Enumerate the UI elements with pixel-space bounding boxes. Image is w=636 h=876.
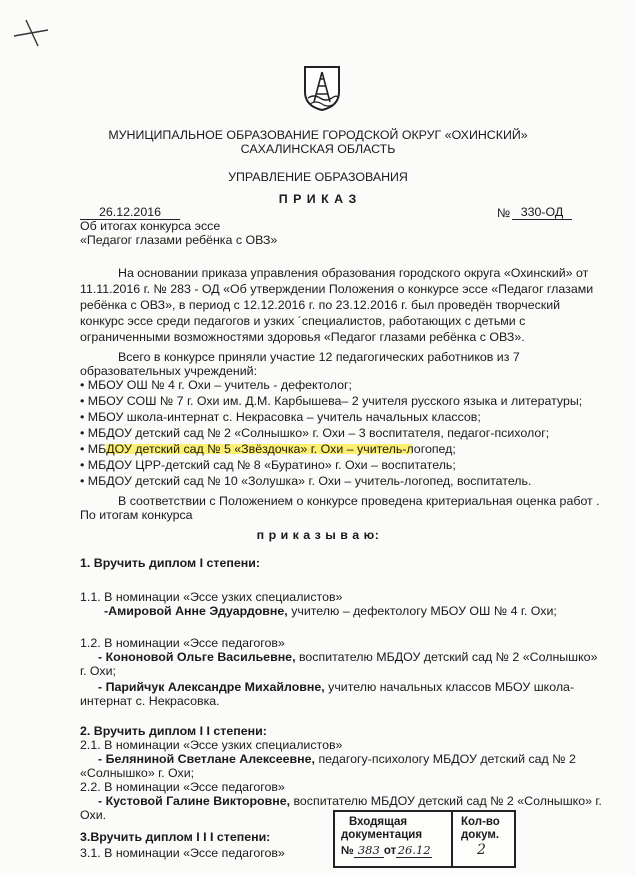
diploma-2-winner-1-cont: «Солнышко» г. Охи; <box>80 766 195 780</box>
diploma-2-winner-2: - Кустовой Галине Викторовне, воспитателю МБДОУ детский сад № 2 «Солнышко» г. <box>98 794 602 808</box>
subject-line-2: «Педагог глазами ребёнка с ОВЗ» <box>80 233 278 247</box>
bullet-icon: • <box>80 378 88 392</box>
bullet-icon: • <box>80 474 88 488</box>
diploma-2-nomination-2: 2.2. В номинации «Эссе педагогов» <box>80 780 285 794</box>
participation-line-1: Всего в конкурсе приняли участие 12 педагогических работников из 7 <box>118 350 520 364</box>
list-item-highlighted: • МБДОУ детский сад № 10 «Золушка» г. Охи – учитель-логопед, воспитатель. <box>80 474 532 488</box>
intro-line-4: конкурс эссе среди педагогов и узких ´специалистов, работающих с детьми с <box>80 314 526 328</box>
conclusion-line-1: В соответствии с Положением о конкурсе проведена критериальная оценка работ . <box>118 494 600 508</box>
count-label-1: Кол-во <box>461 816 500 828</box>
count-label-2: докум. <box>461 829 500 841</box>
bullet-icon: • <box>80 410 88 424</box>
diploma-3-nomination-1: 3.1. В номинации «Эссе педагогов» <box>80 846 285 860</box>
diploma-1-winner-1: -Амировой Анне Эдуардовне, учителю – дефектологу МБОУ ОШ № 4 г. Охи; <box>104 604 557 618</box>
municipality-name: МУНИЦИПАЛЬНОЕ ОБРАЗОВАНИЕ ГОРОДСКОЙ ОКРУГ «ОХИНСКИЙ» <box>108 128 528 142</box>
bullet-icon: • <box>80 458 88 472</box>
stamp-line-3: № 383 от 26.12 <box>341 843 431 857</box>
diploma-1-winner-3: - Парийчук Александре Михайловне, учителю начальных классов МБОУ школа- <box>98 680 575 694</box>
document-count-stamp <box>453 810 516 868</box>
intro-line-5: ограниченными возможностями здоровья «Педагог глазами ребёнка с ОВЗ». <box>80 330 525 344</box>
list-item: • МБДОУ ЦРР-детский сад № 8 «Буратино» г. Охи – воспитатель; <box>80 458 456 472</box>
list-item: • МБОУ школа-интернат с. Некрасовка – учитель начальных классов; <box>80 410 481 424</box>
diploma-2-winner-2-cont: Охи. <box>80 808 107 822</box>
diploma-1-nomination-2: 1.2. В номинации «Эссе педагогов» <box>80 636 285 650</box>
count-value: 2 <box>477 842 486 858</box>
diploma-1-winner-3-cont: интернат с. Некрасовка. <box>80 694 220 708</box>
list-item: • МБОУ СОШ № 7 г. Охи им. Д.М. Карбышева– 2 учителя русского языка и литературы; <box>80 394 583 408</box>
participation-line-2: образовательных учреждений: <box>80 364 258 378</box>
diploma-1-winner-2: - Кононовой Ольге Васильевне, воспитателю МБДОУ детский сад № 2 «Солнышко» <box>98 650 598 664</box>
list-item: • МБОУ ОШ № 4 г. Охи – учитель - дефектолог; <box>80 378 352 392</box>
stamp-line-2: документация <box>341 829 423 841</box>
bullet-icon: • <box>80 394 88 408</box>
coat-of-arms-emblem <box>302 64 342 112</box>
intro-line-2: 11.11.2016 г. № 283 - ОД «Об утверждении Положения о конкурсе эссе «Педагог глазами <box>80 282 594 296</box>
list-item: • МБДОУ детский сад № 2 «Солнышко» г. Охи – 3 воспитателя, педагог-психолог; <box>80 426 550 440</box>
list-item: • МБДОУ детский сад № 5 «Звёздочка» г. Охи – учитель-логопед; <box>80 442 456 456</box>
order-heading: п р и к а з ы в а ю: <box>256 528 380 542</box>
incoming-stamp <box>333 810 453 868</box>
order-date: 26.12.2016 <box>80 206 180 220</box>
subject-line-1: Об итогах конкурса эссе <box>80 219 221 233</box>
intro-line-3: ребёнка с ОВЗ», в период с 12.12.2016 г. по 23.12.2016 г. был проведён творческий <box>80 298 561 312</box>
diploma-1-winner-2-cont: г. Охи; <box>80 664 116 678</box>
diploma-2-title: 2. Вручить диплом I I степени: <box>80 724 267 738</box>
region-name: САХАЛИНСКАЯ ОБЛАСТЬ <box>240 142 396 156</box>
diploma-2-winner-1: - Беляниной Светлане Алексеевне, педагогу-психологу МБДОУ детский сад № 2 <box>98 752 576 766</box>
diploma-1-nomination-1: 1.1. В номинации «Эссе узких специалистов» <box>80 590 343 604</box>
diploma-1-title: 1. Вручить диплом I степени: <box>80 556 260 570</box>
intro-line-1: На основании приказа управления образования городского округа «Охинский» от <box>118 266 589 280</box>
diploma-3-title: 3.Вручить диплом I I I степени: <box>80 830 271 844</box>
document-type: П Р И К А З <box>278 192 358 206</box>
diploma-2-nomination-1: 2.1. В номинации «Эссе узких специалистов» <box>80 738 343 752</box>
bullet-icon: • <box>80 442 88 456</box>
order-number: 330-ОД <box>512 206 572 220</box>
conclusion-line-2: По итогам конкурса <box>80 508 193 522</box>
department-name: УПРАВЛЕНИЕ ОБРАЗОВАНИЯ <box>228 170 408 184</box>
stamp-line-1: Входящая <box>349 816 408 828</box>
number-sign: № <box>497 206 511 220</box>
corner-scribble <box>12 16 52 50</box>
bullet-icon: • <box>80 426 88 440</box>
